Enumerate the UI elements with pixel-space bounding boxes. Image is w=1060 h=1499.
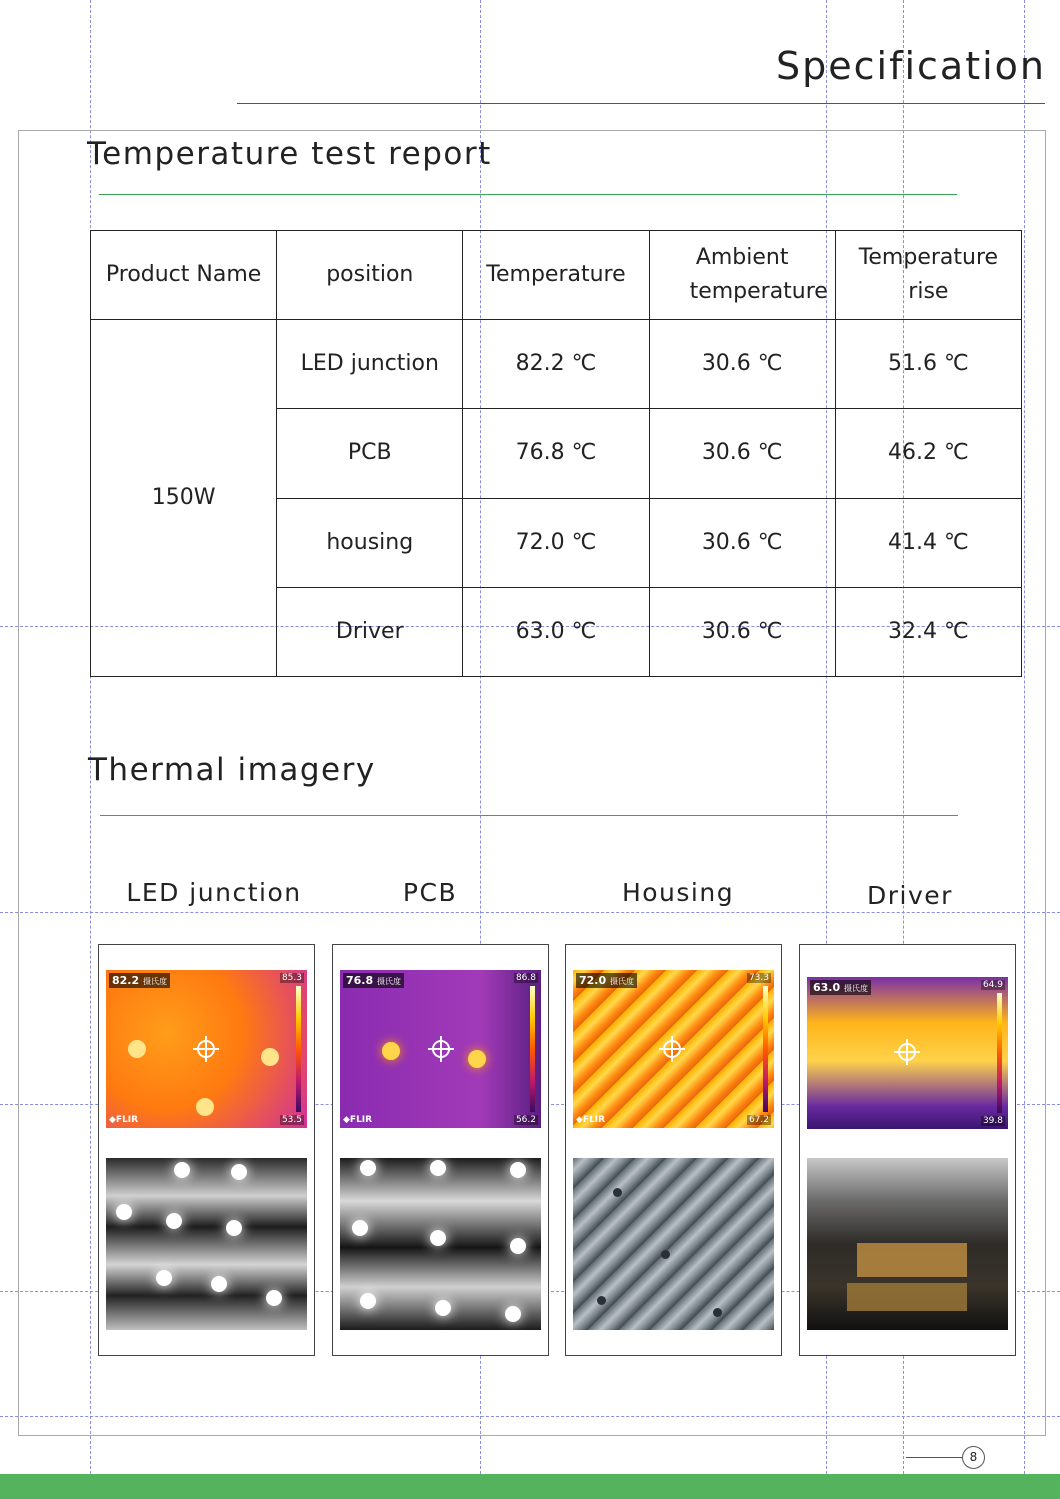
screw-head <box>661 1250 670 1259</box>
thermal-card-led-junction <box>98 944 315 1356</box>
position-cell: housing <box>277 498 463 587</box>
scale-max: 86.8 <box>515 973 536 983</box>
page-title: Specification <box>776 44 1046 88</box>
page-number: 8 <box>962 1446 985 1469</box>
temperature-cell: 72.0 ℃ <box>463 498 649 587</box>
footer-bar <box>0 1474 1060 1499</box>
housing-photo <box>573 1158 774 1330</box>
rise-cell: 41.4 ℃ <box>835 498 1021 587</box>
ambient-cell: 30.6 ℃ <box>649 409 835 498</box>
color-scale <box>296 986 301 1112</box>
report-heading: Temperature test report <box>87 136 492 172</box>
temperature-cell: 63.0 ℃ <box>463 587 649 676</box>
label-led-junction: LED junction <box>126 878 302 907</box>
color-scale <box>997 993 1002 1113</box>
led-spot <box>430 1160 446 1176</box>
led-spot <box>360 1293 376 1309</box>
header-temperature-rise: Temperature rise <box>835 231 1021 320</box>
flir-logo: ◆FLIR <box>576 1115 606 1125</box>
thermal-reading: 82.2 摄氏度 <box>109 973 170 988</box>
led-spot <box>211 1276 227 1292</box>
thermal-card-pcb <box>332 944 549 1356</box>
thermal-image <box>807 977 1008 1129</box>
color-scale <box>530 986 535 1112</box>
thermal-reading: 76.8 摄氏度 <box>343 973 404 988</box>
rise-cell: 51.6 ℃ <box>835 320 1021 409</box>
crosshair-icon <box>663 1040 681 1058</box>
header-ambient-temperature: Ambient temperature <box>649 231 835 320</box>
crosshair-icon <box>898 1043 916 1061</box>
led-spot <box>231 1164 247 1180</box>
thermal-image <box>340 970 541 1128</box>
scale-min: 67.2 <box>748 1115 769 1125</box>
table-row <box>91 320 1022 409</box>
thermal-reading: 72.0 摄氏度 <box>576 973 637 988</box>
crosshair-icon <box>432 1040 450 1058</box>
led-spot <box>360 1160 376 1176</box>
table-header-row <box>91 231 1022 320</box>
rise-cell: 46.2 ℃ <box>835 409 1021 498</box>
scale-max: 85.3 <box>281 973 302 983</box>
scale-min: 53.5 <box>281 1115 302 1125</box>
led-spot <box>166 1213 182 1229</box>
driver-box <box>857 1243 967 1277</box>
thermal-card-housing <box>565 944 782 1356</box>
position-cell: LED junction <box>277 320 463 409</box>
hot-spot <box>196 1098 214 1116</box>
scale-min: 39.8 <box>982 1116 1003 1126</box>
rise-cell: 32.4 ℃ <box>835 587 1021 676</box>
led-spot <box>435 1300 451 1316</box>
screw-head <box>597 1296 606 1305</box>
led-photo <box>106 1158 307 1330</box>
temperature-cell: 82.2 ℃ <box>463 320 649 409</box>
temperature-cell: 76.8 ℃ <box>463 409 649 498</box>
header-product-name: Product Name <box>91 231 277 320</box>
page-number-rule <box>906 1457 962 1458</box>
thermal-image <box>573 970 774 1128</box>
report-heading-rule <box>99 194 957 195</box>
led-spot <box>430 1230 446 1246</box>
led-spot <box>116 1204 132 1220</box>
thermal-heading-rule <box>100 815 958 816</box>
led-spot <box>226 1220 242 1236</box>
ambient-cell: 30.6 ℃ <box>649 587 835 676</box>
color-scale <box>763 986 768 1112</box>
scale-min: 56.2 <box>515 1115 536 1125</box>
led-spot <box>510 1162 526 1178</box>
ambient-cell: 30.6 ℃ <box>649 320 835 409</box>
ambient-cell: 30.6 ℃ <box>649 498 835 587</box>
position-cell: Driver <box>277 587 463 676</box>
hot-spot <box>382 1042 400 1060</box>
position-cell: PCB <box>277 409 463 498</box>
label-driver: Driver <box>867 881 953 910</box>
driver-box <box>847 1283 967 1311</box>
led-spot <box>156 1270 172 1286</box>
label-housing: Housing <box>621 878 735 907</box>
thermal-heading: Thermal imagery <box>88 752 376 788</box>
title-divider <box>237 103 1045 104</box>
led-spot <box>266 1290 282 1306</box>
thermal-reading: 63.0 摄氏度 <box>810 980 871 995</box>
hot-spot <box>128 1040 146 1058</box>
header-temperature: Temperature <box>463 231 649 320</box>
led-spot <box>510 1238 526 1254</box>
flir-logo: ◆FLIR <box>343 1115 373 1125</box>
temperature-table <box>90 230 1022 677</box>
scale-max: 64.9 <box>982 980 1003 990</box>
header-position: position <box>277 231 463 320</box>
thermal-image <box>106 970 307 1128</box>
hot-spot <box>261 1048 279 1066</box>
scale-max: 73.3 <box>748 973 769 983</box>
product-name-cell: 150W <box>91 320 277 677</box>
driver-photo <box>807 1158 1008 1330</box>
pcb-photo <box>340 1158 541 1330</box>
label-pcb: PCB <box>402 878 458 907</box>
flir-logo: ◆FLIR <box>109 1115 139 1125</box>
hot-spot <box>468 1050 486 1068</box>
screw-head <box>713 1308 722 1317</box>
thermal-card-driver <box>799 944 1016 1356</box>
led-spot <box>505 1306 521 1322</box>
screw-head <box>613 1188 622 1197</box>
crosshair-icon <box>197 1040 215 1058</box>
led-spot <box>174 1162 190 1178</box>
led-spot <box>352 1220 368 1236</box>
